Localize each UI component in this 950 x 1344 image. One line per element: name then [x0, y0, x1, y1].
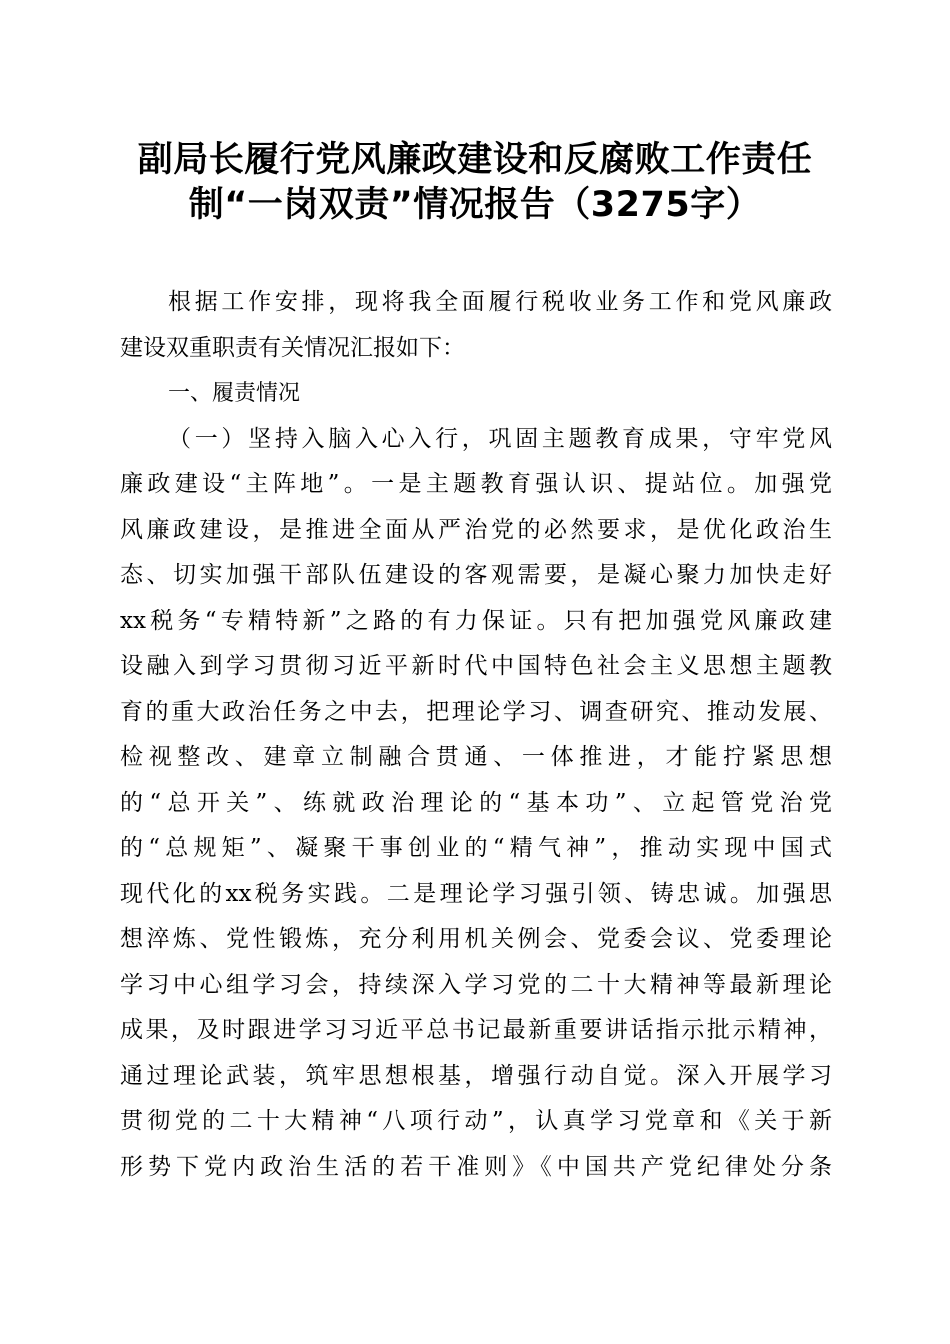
intro-line-2: 建设双重职责有关情况汇报如下：: [120, 334, 465, 361]
document-title: [100, 138, 850, 228]
body-line-10: 的“总规矩”、凝聚干事创业的“精气神”，推动实现中国式: [120, 835, 832, 861]
body-line-14: 成果，及时跟进学习习近平总书记最新重要讲话指示批示精神，: [120, 1017, 832, 1043]
body-line-4: 态、切实加强干部队伍建设的客观需要，是凝心聚力加快走好: [120, 562, 832, 588]
title-line-1: 副局长履行党风廉政建设和反腐败工作责任: [137, 140, 813, 180]
body-line-12: 想淬炼、党性锻炼，充分利用机关例会、党委会议、党委理论: [120, 926, 832, 952]
body-line-5: xx税务“专精特新”之路的有力保证。只有把加强党风廉政建: [120, 607, 832, 634]
body-line-7: 育的重大政治任务之中去，把理论学习、调查研究、推动发展、: [120, 698, 832, 725]
intro-line-1: 根据工作安排，现将我全面履行税收业务工作和党风廉政: [168, 289, 832, 315]
section-heading: 一、履责情况: [168, 381, 301, 406]
body-line-6: 设融入到学习贯彻习近平新时代中国特色社会主义思想主题教: [120, 653, 832, 679]
body-line-1: （一）坚持入脑入心入行，巩固主题教育成果，守牢党风: [168, 425, 832, 452]
body-line-17: 形势下党内政治生活的若干准则》《中国共产党纪律处分条: [120, 1153, 832, 1180]
body-line-13: 学习中心组学习会，持续深入学习党的二十大精神等最新理论: [120, 971, 832, 998]
body-line-16: 贯彻党的二十大精神“八项行动”，认真学习党章和《关于新: [120, 1108, 832, 1134]
body-line-3: 风廉政建设，是推进全面从严治党的必然要求，是优化政治生: [120, 516, 832, 543]
document-body: [120, 280, 832, 1190]
body-line-15: 通过理论武装，筑牢思想根基，增强行动自觉。深入开展学习: [120, 1062, 832, 1089]
body-line-11: 现代化的xx税务实践。二是理论学习强引领、铸忠诚。加强思: [120, 880, 832, 907]
body-line-8: 检视整改、建章立制融合贯通、一体推进，才能拧紧思想: [120, 744, 832, 770]
body-line-9: 的“总开关”、练就政治理论的“基本功”、立起管党治党: [120, 789, 832, 816]
body-line-2: 廉政建设“主阵地”。一是主题教育强认识、提站位。加强党: [120, 471, 832, 497]
title-line-2: 制“一岗双责”情况报告（3275字）: [188, 185, 762, 225]
